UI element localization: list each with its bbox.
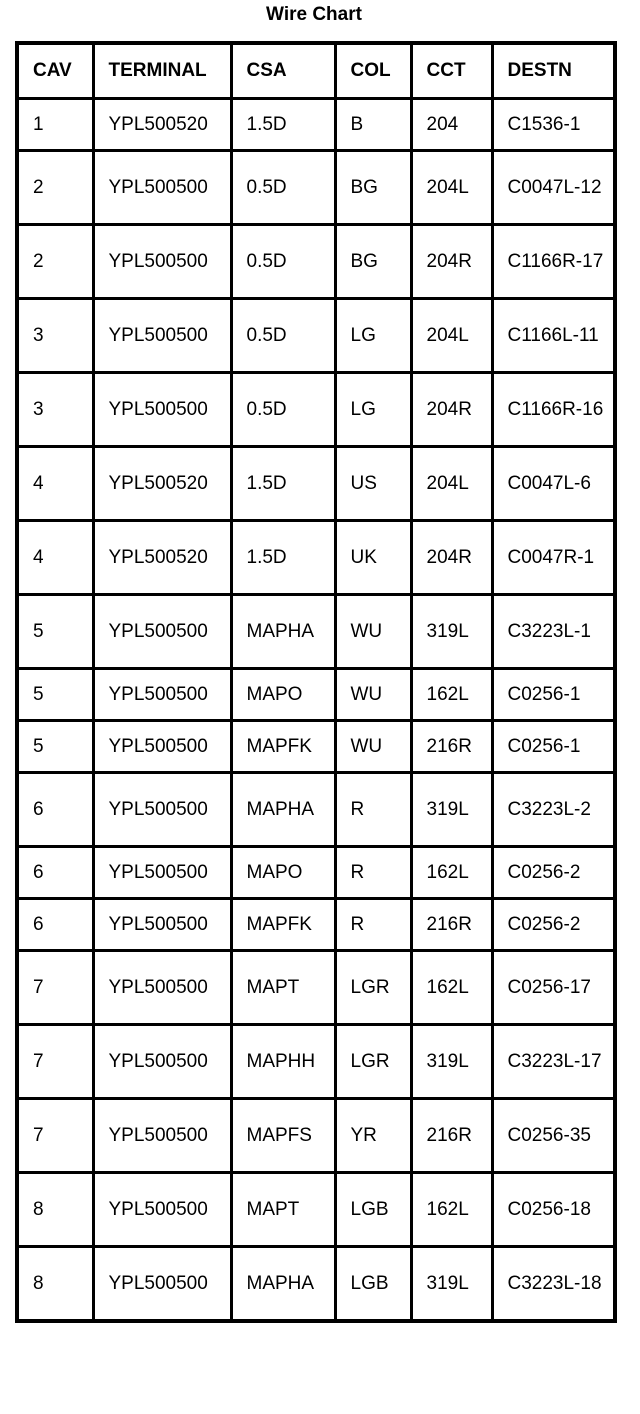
cell-csa: MAPFS <box>231 1099 335 1173</box>
table-row <box>17 847 615 899</box>
table-row <box>17 225 615 299</box>
cell-destn: C1166R-17 <box>492 225 615 299</box>
cell-cav: 8 <box>17 1173 93 1247</box>
cell-csa: 0.5D <box>231 151 335 225</box>
table-row <box>17 595 615 669</box>
cell-terminal: YPL500500 <box>93 1247 231 1322</box>
cell-csa: MAPHA <box>231 773 335 847</box>
cell-csa: 1.5D <box>231 447 335 521</box>
table-row <box>17 373 615 447</box>
table-row <box>17 447 615 521</box>
cell-cct: 162L <box>411 951 492 1025</box>
cell-destn: C0256-1 <box>492 721 615 773</box>
table-row <box>17 899 615 951</box>
cell-terminal: YPL500500 <box>93 847 231 899</box>
cell-cav: 2 <box>17 151 93 225</box>
cell-destn: C0256-2 <box>492 847 615 899</box>
cell-cct: 204R <box>411 225 492 299</box>
table-row <box>17 721 615 773</box>
cell-csa: 0.5D <box>231 225 335 299</box>
cell-terminal: YPL500500 <box>93 669 231 721</box>
table-header-row <box>17 43 615 99</box>
cell-cav: 5 <box>17 721 93 773</box>
cell-csa: MAPFK <box>231 721 335 773</box>
cell-csa: MAPHA <box>231 1247 335 1322</box>
cell-destn: C0256-2 <box>492 899 615 951</box>
cell-cav: 3 <box>17 299 93 373</box>
cell-cct: 319L <box>411 773 492 847</box>
header-terminal: TERMINAL <box>93 43 231 99</box>
cell-csa: MAPT <box>231 1173 335 1247</box>
cell-col: LGB <box>335 1173 411 1247</box>
cell-cav: 7 <box>17 951 93 1025</box>
table-row <box>17 299 615 373</box>
cell-col: UK <box>335 521 411 595</box>
cell-cav: 4 <box>17 521 93 595</box>
cell-cav: 5 <box>17 595 93 669</box>
cell-terminal: YPL500500 <box>93 951 231 1025</box>
cell-csa: MAPO <box>231 669 335 721</box>
cell-terminal: YPL500500 <box>93 373 231 447</box>
cell-terminal: YPL500520 <box>93 99 231 151</box>
cell-cav: 4 <box>17 447 93 521</box>
cell-cav: 6 <box>17 773 93 847</box>
cell-cav: 7 <box>17 1025 93 1099</box>
cell-terminal: YPL500500 <box>93 721 231 773</box>
header-col: COL <box>335 43 411 99</box>
cell-destn: C0256-1 <box>492 669 615 721</box>
cell-csa: MAPT <box>231 951 335 1025</box>
cell-cct: 216R <box>411 721 492 773</box>
table-row <box>17 521 615 595</box>
cell-terminal: YPL500500 <box>93 899 231 951</box>
cell-cav: 6 <box>17 847 93 899</box>
cell-terminal: YPL500500 <box>93 1099 231 1173</box>
table-row <box>17 1025 615 1099</box>
cell-col: WU <box>335 595 411 669</box>
cell-col: LGB <box>335 1247 411 1322</box>
cell-destn: C0256-35 <box>492 1099 615 1173</box>
table-row <box>17 669 615 721</box>
wire-chart-table <box>15 41 617 1323</box>
cell-cct: 162L <box>411 669 492 721</box>
cell-cct: 319L <box>411 595 492 669</box>
table-row <box>17 1099 615 1173</box>
cell-csa: MAPHH <box>231 1025 335 1099</box>
table-row <box>17 773 615 847</box>
cell-cav: 5 <box>17 669 93 721</box>
cell-csa: MAPFK <box>231 899 335 951</box>
cell-terminal: YPL500500 <box>93 225 231 299</box>
cell-col: US <box>335 447 411 521</box>
cell-col: LGR <box>335 951 411 1025</box>
cell-destn: C3223L-18 <box>492 1247 615 1322</box>
cell-terminal: YPL500500 <box>93 595 231 669</box>
cell-cav: 8 <box>17 1247 93 1322</box>
cell-terminal: YPL500500 <box>93 773 231 847</box>
cell-cct: 216R <box>411 899 492 951</box>
cell-cav: 6 <box>17 899 93 951</box>
cell-col: LG <box>335 299 411 373</box>
cell-col: WU <box>335 721 411 773</box>
cell-cct: 162L <box>411 847 492 899</box>
cell-terminal: YPL500520 <box>93 521 231 595</box>
cell-col: LGR <box>335 1025 411 1099</box>
cell-destn: C0047L-12 <box>492 151 615 225</box>
table-row <box>17 1173 615 1247</box>
table-row <box>17 1247 615 1322</box>
cell-terminal: YPL500500 <box>93 1173 231 1247</box>
cell-destn: C3223L-17 <box>492 1025 615 1099</box>
chart-title: Wire Chart <box>266 4 362 25</box>
cell-cct: 204L <box>411 151 492 225</box>
cell-destn: C0047R-1 <box>492 521 615 595</box>
cell-cav: 3 <box>17 373 93 447</box>
cell-terminal: YPL500500 <box>93 1025 231 1099</box>
cell-csa: MAPHA <box>231 595 335 669</box>
cell-destn: C0047L-6 <box>492 447 615 521</box>
table-row <box>17 151 615 225</box>
cell-cct: 204L <box>411 299 492 373</box>
cell-cav: 2 <box>17 225 93 299</box>
cell-terminal: YPL500520 <box>93 447 231 521</box>
cell-cav: 1 <box>17 99 93 151</box>
cell-col: R <box>335 899 411 951</box>
cell-cav: 7 <box>17 1099 93 1173</box>
cell-destn: C3223L-2 <box>492 773 615 847</box>
cell-cct: 216R <box>411 1099 492 1173</box>
cell-col: LG <box>335 373 411 447</box>
cell-csa: 1.5D <box>231 99 335 151</box>
cell-cct: 204 <box>411 99 492 151</box>
table-row <box>17 99 615 151</box>
header-cct: CCT <box>411 43 492 99</box>
cell-csa: MAPO <box>231 847 335 899</box>
header-destn: DESTN <box>492 43 615 99</box>
cell-cct: 162L <box>411 1173 492 1247</box>
cell-terminal: YPL500500 <box>93 299 231 373</box>
cell-destn: C3223L-1 <box>492 595 615 669</box>
cell-cct: 204R <box>411 521 492 595</box>
cell-destn: C1536-1 <box>492 99 615 151</box>
cell-destn: C0256-18 <box>492 1173 615 1247</box>
cell-col: R <box>335 773 411 847</box>
header-csa: CSA <box>231 43 335 99</box>
cell-terminal: YPL500500 <box>93 151 231 225</box>
cell-cct: 204L <box>411 447 492 521</box>
cell-col: B <box>335 99 411 151</box>
cell-destn: C0256-17 <box>492 951 615 1025</box>
cell-csa: 1.5D <box>231 521 335 595</box>
header-cav: CAV <box>17 43 93 99</box>
cell-col: YR <box>335 1099 411 1173</box>
cell-cct: 319L <box>411 1247 492 1322</box>
cell-destn: C1166R-16 <box>492 373 615 447</box>
cell-cct: 319L <box>411 1025 492 1099</box>
cell-csa: 0.5D <box>231 373 335 447</box>
cell-col: BG <box>335 151 411 225</box>
cell-col: R <box>335 847 411 899</box>
cell-csa: 0.5D <box>231 299 335 373</box>
cell-destn: C1166L-11 <box>492 299 615 373</box>
cell-col: BG <box>335 225 411 299</box>
cell-col: WU <box>335 669 411 721</box>
table-row <box>17 951 615 1025</box>
cell-cct: 204R <box>411 373 492 447</box>
